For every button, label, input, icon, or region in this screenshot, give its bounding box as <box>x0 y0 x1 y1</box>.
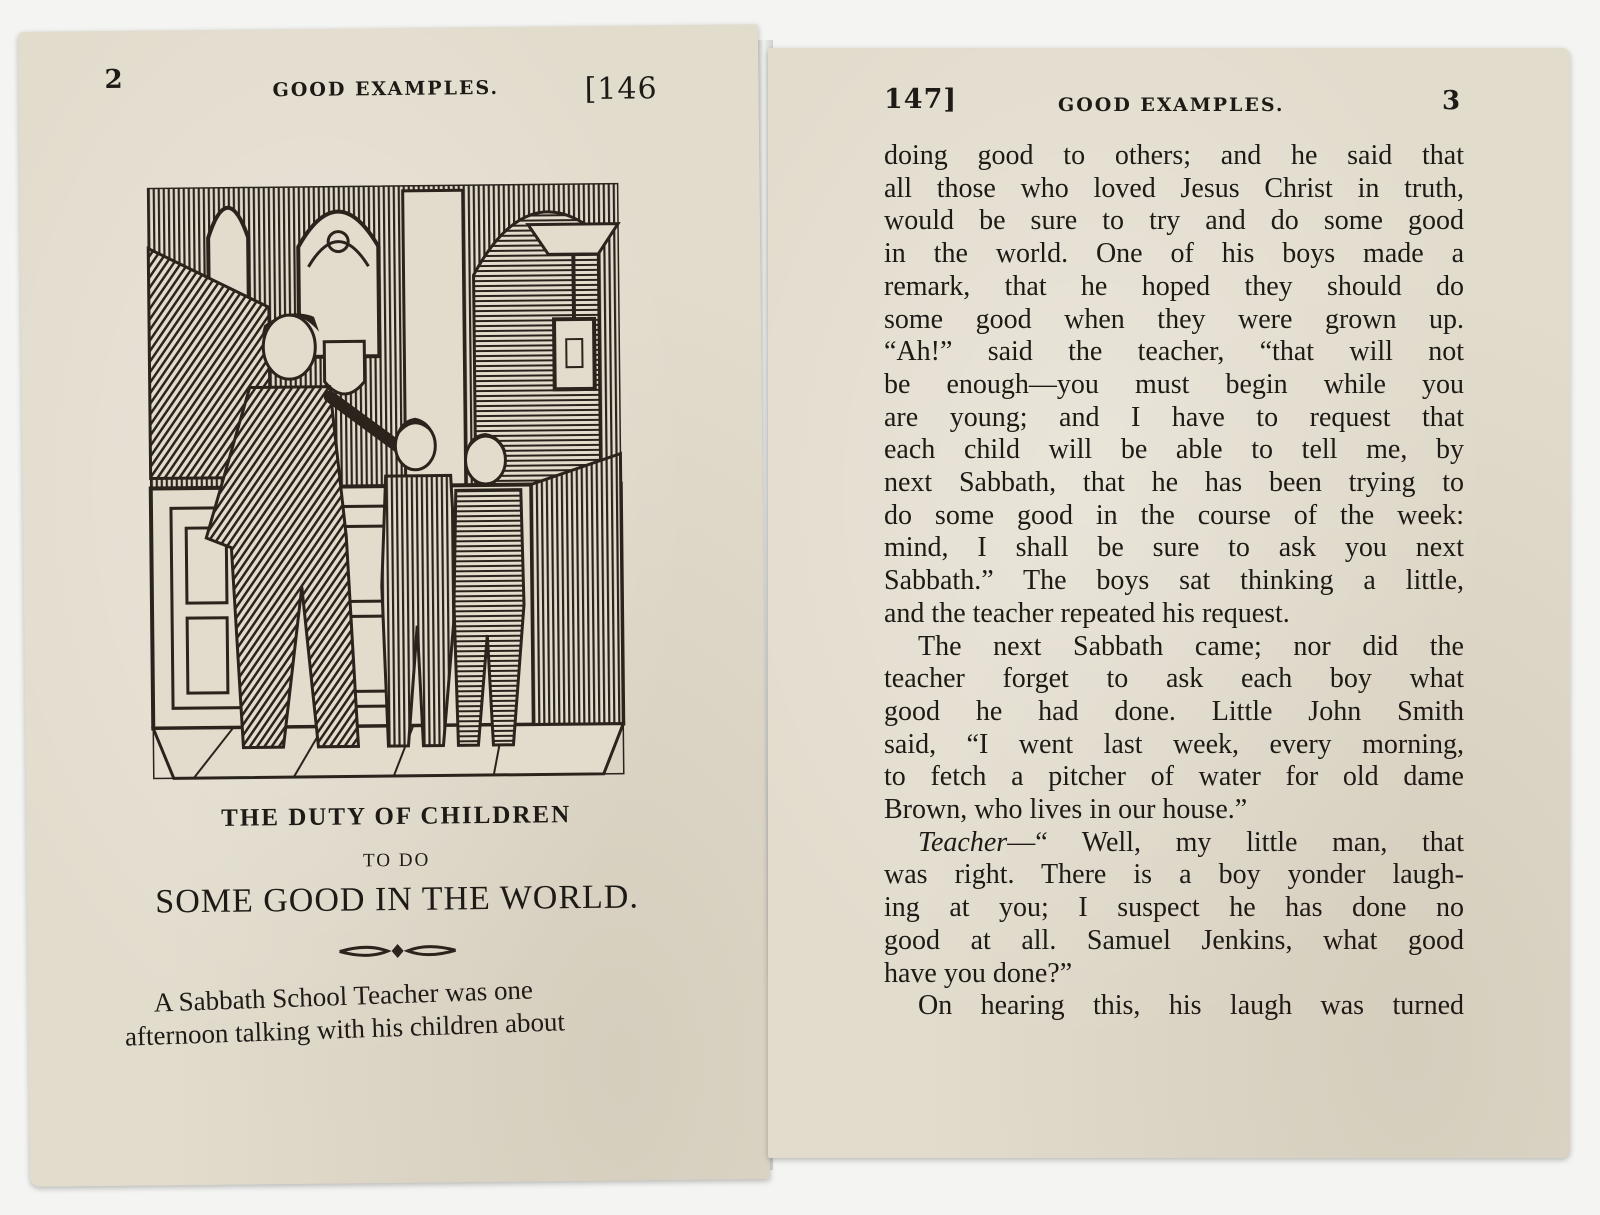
body-line: doing good to others; and he said that <box>884 140 1464 171</box>
body-line: The next Sabbath came; nor did the <box>918 630 1464 662</box>
body-line: “Ah!” said the teacher, “that will not <box>884 336 1464 368</box>
body-line: are young; and I have to request that <box>884 401 1464 433</box>
body-line: Brown, who lives in our house.” <box>884 794 1248 826</box>
left-body-line: afternoon talking with his children about <box>124 1006 566 1052</box>
body-line: do some good in the course of the week: <box>884 499 1464 531</box>
body-line: mind, I shall be sure to ask you next <box>884 532 1464 564</box>
left-body-text <box>123 968 685 1054</box>
left-page-number: 2 <box>104 64 124 96</box>
left-original-page-ref: [146 <box>584 71 658 107</box>
right-original-page-ref: 147] <box>884 84 958 115</box>
body-line: good at all. Samuel Jenkins, what good <box>884 924 1464 956</box>
body-line: next Sabbath, that he has been trying to <box>884 467 1464 499</box>
body-line: ing at you; I suspect he has done no <box>884 892 1464 924</box>
body-line: each child will be able to tell me, by <box>884 434 1464 466</box>
woodcut-illustration <box>127 154 634 799</box>
body-line: Sabbath.” The boys sat thinking a little, <box>884 565 1464 597</box>
body-line: teacher forget to ask each boy what <box>884 663 1464 695</box>
body-line: some good when they were grown up. <box>884 303 1464 335</box>
left-body-line: A Sabbath School Teacher was one <box>153 974 534 1018</box>
body-line: would be sure to try and do some good <box>884 205 1464 237</box>
right-body-text <box>884 140 1464 1023</box>
ornament-divider <box>338 940 458 961</box>
right-page <box>768 48 1570 1158</box>
dialogue-text: —“ Well, my little man, that <box>1007 826 1464 858</box>
left-page <box>18 24 770 1187</box>
body-line: good he had done. Little John Smith <box>884 695 1464 727</box>
dialogue-line <box>884 827 1464 860</box>
right-page-number: 3 <box>1442 86 1462 116</box>
body-line: was right. There is a boy yonder laugh- <box>884 859 1464 891</box>
body-line: On hearing this, his laugh was turned <box>918 990 1464 1022</box>
body-line: have you done?” <box>884 957 1073 989</box>
body-line: to fetch a pitcher of water for old dame <box>884 761 1464 793</box>
body-line: in the world. One of his boys made a <box>884 238 1464 270</box>
body-line: said, “I went last week, every morning, <box>884 728 1464 760</box>
chapter-title-line-2: TO DO <box>362 849 431 872</box>
speaker-label: Teacher <box>918 826 1008 858</box>
chapter-title-line-1: THE DUTY OF CHILDREN <box>221 801 572 832</box>
body-line: and the teacher repeated his request. <box>884 597 1290 629</box>
chapter-title-line-3: SOME GOOD IN THE WORLD. <box>155 878 640 921</box>
right-running-head: GOOD EXAMPLES. <box>1058 94 1285 116</box>
left-running-head: GOOD EXAMPLES. <box>272 76 500 102</box>
body-line: all those who loved Jesus Christ in truth, <box>884 172 1464 204</box>
body-line: be enough—you must begin while you <box>884 368 1464 400</box>
body-line: remark, that he hoped they should do <box>884 270 1464 302</box>
